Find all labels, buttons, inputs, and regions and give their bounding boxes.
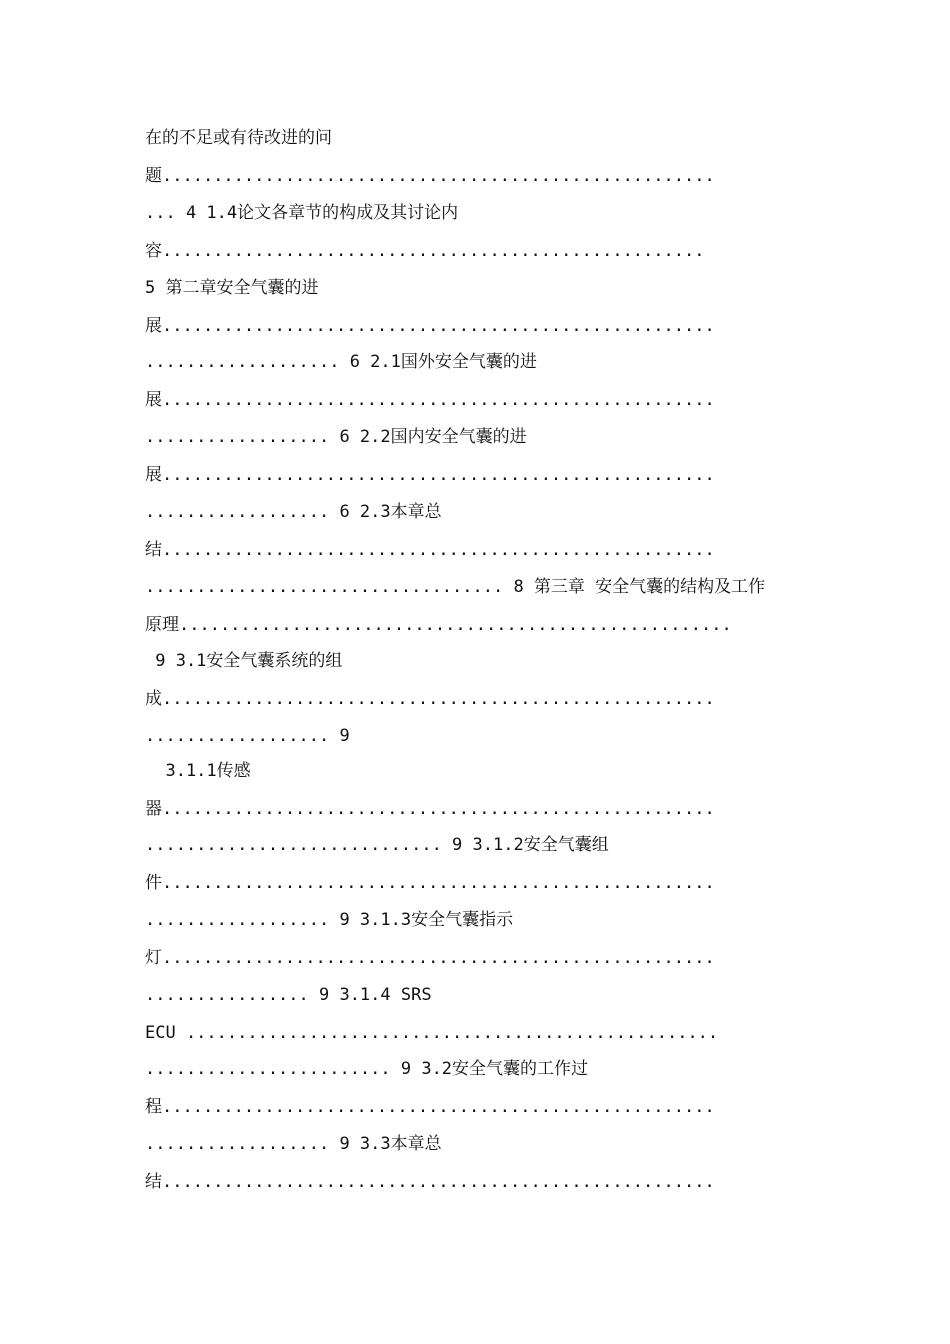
toc-line: 结...................................................... xyxy=(145,540,715,560)
toc-line: 成...................................................... xyxy=(145,689,715,709)
toc-line: 灯...................................................... xyxy=(145,948,715,968)
toc-line: 件...................................................... xyxy=(145,873,715,893)
toc-line: 9 3.1安全气囊系统的组 xyxy=(145,651,343,671)
toc-line: .................. 9 3.3本章总 xyxy=(145,1134,442,1154)
toc-line: ................................... 8 第三章 安全气囊的结构及工作 xyxy=(145,577,766,597)
toc-line: .................. 9 xyxy=(145,726,350,746)
toc-line: ... 4 1.4论文各章节的构成及其讨论内 xyxy=(145,203,459,223)
toc-line: 展...................................................... xyxy=(145,465,715,485)
toc-line: 展...................................................... xyxy=(145,316,715,336)
toc-line: ................... 6 2.1国外安全气囊的进 xyxy=(145,352,537,372)
toc-line: .................. 6 2.2国内安全气囊的进 xyxy=(145,427,527,447)
toc-line: 程...................................................... xyxy=(145,1097,715,1117)
toc-line: 展...................................................... xyxy=(145,390,715,410)
toc-line: 5 第二章安全气囊的进 xyxy=(145,278,319,298)
toc-line: 原理...................................................... xyxy=(145,615,732,635)
toc-line: .................. 9 3.1.3安全气囊指示 xyxy=(145,910,514,930)
toc-line: 容..................................................... xyxy=(145,241,705,261)
toc-line: ECU .................................................... xyxy=(145,1023,719,1043)
toc-line: ................ 9 3.1.4 SRS xyxy=(145,985,432,1005)
toc-line: ............................. 9 3.1.2安全气囊组 xyxy=(145,835,609,855)
toc-line: 3.1.1传感 xyxy=(145,761,251,781)
toc-line: 结...................................................... xyxy=(145,1172,715,1192)
toc-line: 题...................................................... xyxy=(145,166,715,186)
toc-line: 在的不足或有待改进的问 xyxy=(145,128,332,148)
toc-line: .................. 6 2.3本章总 xyxy=(145,502,442,522)
toc-line: 器...................................................... xyxy=(145,799,715,819)
toc-line: ........................ 9 3.2安全气囊的工作过 xyxy=(145,1059,589,1079)
